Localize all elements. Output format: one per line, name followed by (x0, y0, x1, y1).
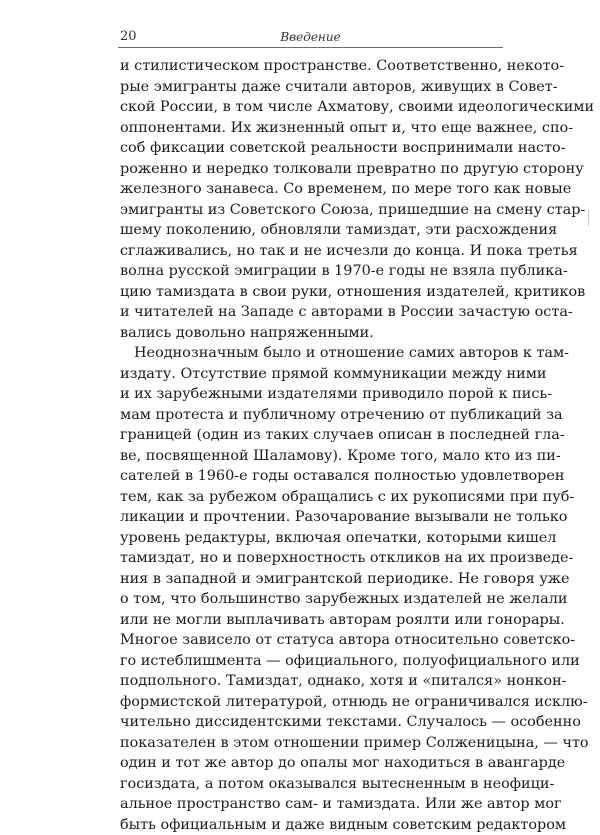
margin-mark (588, 210, 589, 226)
text-line: подпольного. Тамиздат, однако, хотя и «питался» нонкон- (120, 671, 504, 692)
text-line: железного занавеса. Со временем, по мере того как новые (120, 179, 504, 200)
text-line: роженно и нередко толковали превратно по другую сторону (120, 159, 504, 180)
text-line: госиздата, а потом оказывался вытесненным в неофици- (120, 774, 504, 795)
text-line: мам протеста и публичному отречению от публикаций за (120, 405, 504, 426)
text-line: формистской литературой, отнюдь не ограничивался исклю- (120, 692, 504, 713)
text-line: тем, как за рубежом обращались с их рукописями при пуб- (120, 487, 504, 508)
text-line: вались довольно напряженными. (120, 323, 504, 344)
text-line: границей (один из таких случаев описан в последней гла- (120, 425, 504, 446)
text-line: сателей в 1960-е годы оставался полностью удовлетворен (120, 466, 504, 487)
text-line: и их зарубежными издателями приводило порой к пись- (120, 384, 504, 405)
text-line: чительно диссидентскими текстами. Случалось — особенно (120, 712, 504, 733)
text-line: го истеблишмента — официального, полуофициального или (120, 651, 504, 672)
paragraph-2 (120, 343, 504, 835)
text-line: оппонентами. Их жизненный опыт и, что еще важнее, спо- (120, 118, 504, 139)
running-header (118, 31, 503, 48)
text-line: ве, посвященной Шаламову). Кроме того, мало кто из пи- (120, 446, 504, 467)
section-title: Введение (118, 30, 503, 44)
text-line: о том, что большинство зарубежных издателей не желали (120, 589, 504, 610)
text-line: один и тот же автор до опалы мог находиться в авангарде (120, 753, 504, 774)
text-line: издату. Отсутствие прямой коммуникации между ними (120, 364, 504, 385)
text-line: альное пространство сам- и тамиздата. Или же автор мог (120, 794, 504, 815)
text-line: и читателей на Западе с авторами в России зачастую оста- (120, 302, 504, 323)
text-line: шему поколению, обновляли тамиздат, эти расхождения (120, 220, 504, 241)
text-line: ликации и прочтении. Разочарование вызывали не только (120, 507, 504, 528)
text-line: цию тамиздата в свои руки, отношения издателей, критиков (120, 282, 504, 303)
text-line: эмигранты из Советского Союза, пришедшие на смену стар- (120, 200, 504, 221)
text-line: и стилистическом пространстве. Соответственно, некото- (120, 56, 504, 77)
text-line: сглаживались, но так и не исчезли до конца. И пока третья (120, 241, 504, 262)
text-line: ния в западной и эмигрантской периодике. Не говоря уже (120, 569, 504, 590)
page-number: 20 (120, 29, 137, 44)
paragraph-1 (120, 56, 504, 343)
text-line: быть официальным и даже видным советским редактором (120, 815, 504, 835)
text-line: тамиздат, но и поверхностность откликов на их произведе- (120, 548, 504, 569)
text-line: Многое зависело от статуса автора относительно советско- (120, 630, 504, 651)
text-line: волна русской эмиграции в 1970-е годы не взяла публика- (120, 261, 504, 282)
text-line: показателен в этом отношении пример Солженицына, — что (120, 733, 504, 754)
text-line: рые эмигранты даже считали авторов, живущих в Совет- (120, 77, 504, 98)
text-line: уровень редактуры, включая опечатки, которыми кишел (120, 528, 504, 549)
body-text (120, 56, 504, 835)
text-line: или не могли выплачивать авторам роялти или гонорары. (120, 610, 504, 631)
text-line: Неоднозначным было и отношение самих авторов к там- (120, 343, 504, 364)
text-line: соб фиксации советской реальности воспринимали насто- (120, 138, 504, 159)
text-line: ской России, в том числе Ахматову, своими идеологическими (120, 97, 504, 118)
